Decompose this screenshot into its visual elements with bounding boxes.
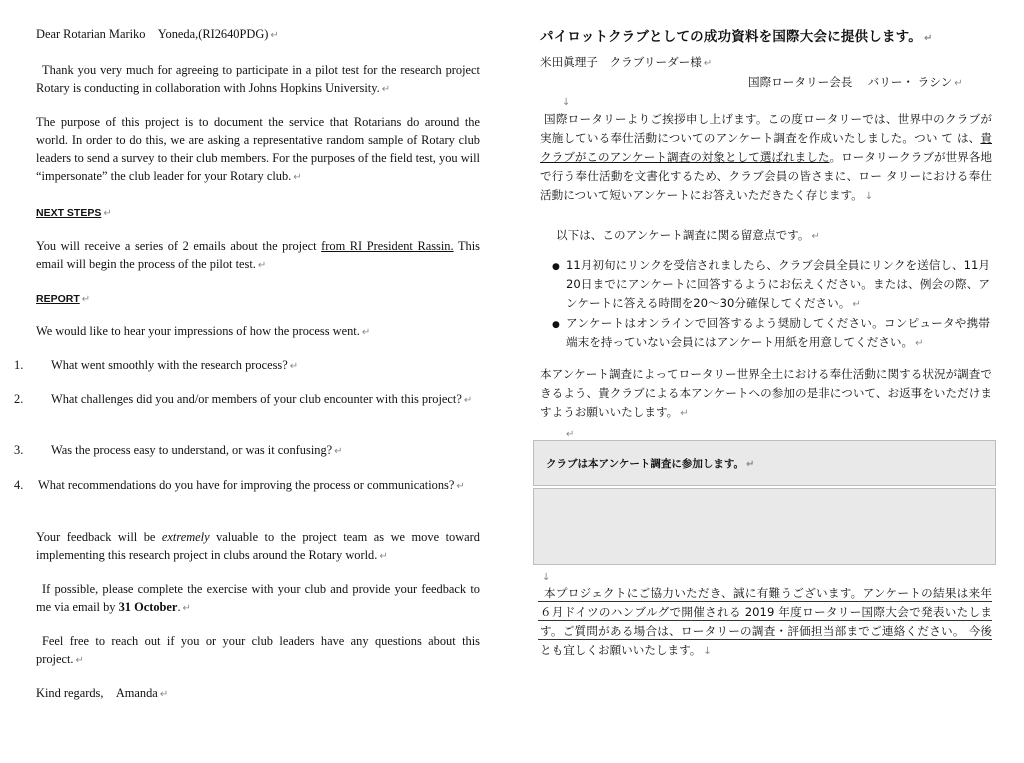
japanese-paragraph-1: 国際ロータリーよりご挨拶申し上げます。この度ロータリーでは、世界中のクラブが実施している奉仕活動についてのアンケート調査を作成いたしました。つい て は、貴クラブがこのアンケート調査の対象として選ばれました。ロータリークラブが世界各地で行う奉仕活動を文書化するため、クラブ会員の皆さまに、ロー タリーにおける奉仕活動について短いアンケートにお答えいただきたく存じます。 ↓ <box>540 112 992 202</box>
paragraph-mark: ↵ <box>566 429 575 440</box>
japanese-title: パイロットクラブとしての成功資料を国際大会に提供します。 ↵ <box>540 29 933 45</box>
list-item: アンケートはオンラインで回答するよう奨励してください。コンピュータや携帯端末を持っていない会員にはアンケート用紙を用意してください。 ↵ <box>566 316 990 349</box>
purpose-paragraph: The purpose of this project is to document the service that Rotarians do around the world. In order to do this, we are asking a representative random sample of Rotary club leaders to send a survey to their club members. For the purposes of the field test, you will “impersonate” the club leader for your Rotary club. ↵ <box>36 115 480 183</box>
deadline-paragraph: If possible, please complete the exercise with your club and provide your feedback to me via email by 31 October. ↵ <box>36 582 480 614</box>
contact-paragraph: Feel free to reach out if you or your club leaders have any questions about this project. ↵ <box>36 634 480 666</box>
next-steps-paragraph: You will receive a series of 2 emails about the project from RI President Rassin. This email will begin the process of the pilot test. ↵ <box>36 239 480 271</box>
divider <box>538 620 992 621</box>
addressee: 米田眞理子 クラブリーダー様 ↵ <box>540 55 713 69</box>
participation-label: クラブは本アンケート調査に参加します。 ↵ <box>546 458 755 470</box>
divider <box>538 601 992 602</box>
japanese-paragraph-3: 本アンケート調査によってロータリー世界全土における奉仕活動に関する状況が調査できるよう、貴クラブによる本アンケートへの参加の是非について、お返事をいただけますようお願いいたします。 ↵ <box>540 367 992 419</box>
feedback-paragraph: Your feedback will be extremely valuable to the project team as we move toward implementing this research project in clubs around the Rotary world. ↵ <box>36 530 480 562</box>
president-link[interactable]: from RI President Rassin. <box>321 239 454 253</box>
participation-form-label-box <box>533 440 996 486</box>
paragraph-mark: ↓ <box>542 572 551 583</box>
next-steps-heading: NEXT STEPS ↵ <box>36 207 112 219</box>
intro-paragraph: Thank you very much for agreeing to participate in a pilot test for the research project Rotary is conducting in collaboration with Johns Hopkins University. ↵ <box>36 63 480 95</box>
divider <box>538 639 992 640</box>
salutation: Dear Rotarian Mariko Yoneda,(RI2640PDG) ↵ <box>36 27 279 41</box>
sender: 国際ロータリー会長 バリー・ ラシン ↵ <box>748 75 963 89</box>
report-heading: REPORT ↵ <box>36 293 91 305</box>
participation-response-field[interactable] <box>533 488 996 565</box>
list-item: 11月初旬にリンクを受信されましたら、クラブ会員全員にリンクを送信し、11月20日までにアンケートに回答するようにお伝えください。または、例会の際、アンケートに答える時間を20～30分確保してください。 ↵ <box>566 258 990 310</box>
japanese-paragraph-2: 以下は、このアンケート調査に関る留意点です。 ↵ <box>556 228 820 242</box>
report-intro: We would like to hear your impressions of how the process went. ↵ <box>36 324 371 338</box>
paragraph-mark: ↓ <box>562 97 571 108</box>
bullet-icon: ● <box>552 262 560 272</box>
japanese-paragraph-4: 本プロジェクトにご協力いただき、誠に有難うございます。アンケートの結果は来年６月ドイツのハンブルグで開催される 2019 年度ロータリー国際大会で発表いたします。ご質問がある場合は、ロータリーの調査・評価担当部までご連絡ください。 今後とも宜しくお願いいたします。 ↓ <box>540 586 992 657</box>
closing: Kind regards, Amanda ↵ <box>36 686 169 700</box>
bullet-icon: ● <box>552 320 560 330</box>
